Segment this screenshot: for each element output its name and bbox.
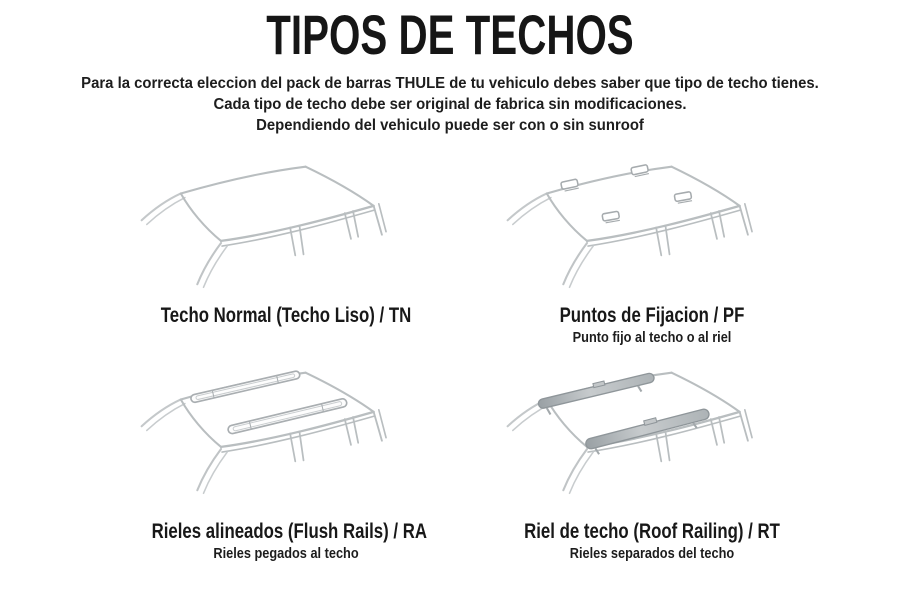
intro-line-1: Para la correcta eleccion del pack de barras THULE de tu vehiculo debes saber que tipo de techo tienes.: [81, 75, 819, 92]
intro-line-2: Cada tipo de techo debe ser original de fabrica sin modificaciones.: [213, 96, 687, 113]
roof-illustration-roof-railing: [487, 358, 817, 508]
roof-type-sublabel-rt: Rieles separados del techo: [569, 545, 735, 562]
roof-illustration-flush-rails: [121, 358, 451, 508]
roof-type-label-rt: Riel de techo (Roof Railing) / RT: [524, 520, 780, 543]
roof-type-label-tn: Techo Normal (Techo Liso) / TN: [160, 304, 412, 327]
roof-type-sublabel-pf: Punto fijo al techo o al riel: [572, 329, 732, 346]
roof-type-panel-tn: [118, 152, 454, 346]
roof-illustration-fixpoints: [487, 152, 817, 302]
roof-type-panel-ra: [118, 358, 454, 562]
roof-type-panel-pf: [484, 152, 820, 346]
roof-illustration-normal-roof: [121, 152, 451, 302]
roof-type-label-ra: Rieles alineados (Flush Rails) / RA: [151, 520, 428, 543]
roof-type-sublabel-ra: Rieles pegados al techo: [213, 545, 359, 562]
roof-type-sublabel-tn: [143, 329, 429, 346]
intro-line-3: Dependiendo del vehiculo puede ser con o sin sunroof: [256, 117, 644, 134]
roof-type-panel-rt: [484, 358, 820, 562]
intro-paragraph: [32, 73, 869, 136]
page-title: TIPOS DE TECHOS: [266, 3, 634, 66]
roof-type-label-pf: Puntos de Fijacion / PF: [559, 304, 745, 327]
